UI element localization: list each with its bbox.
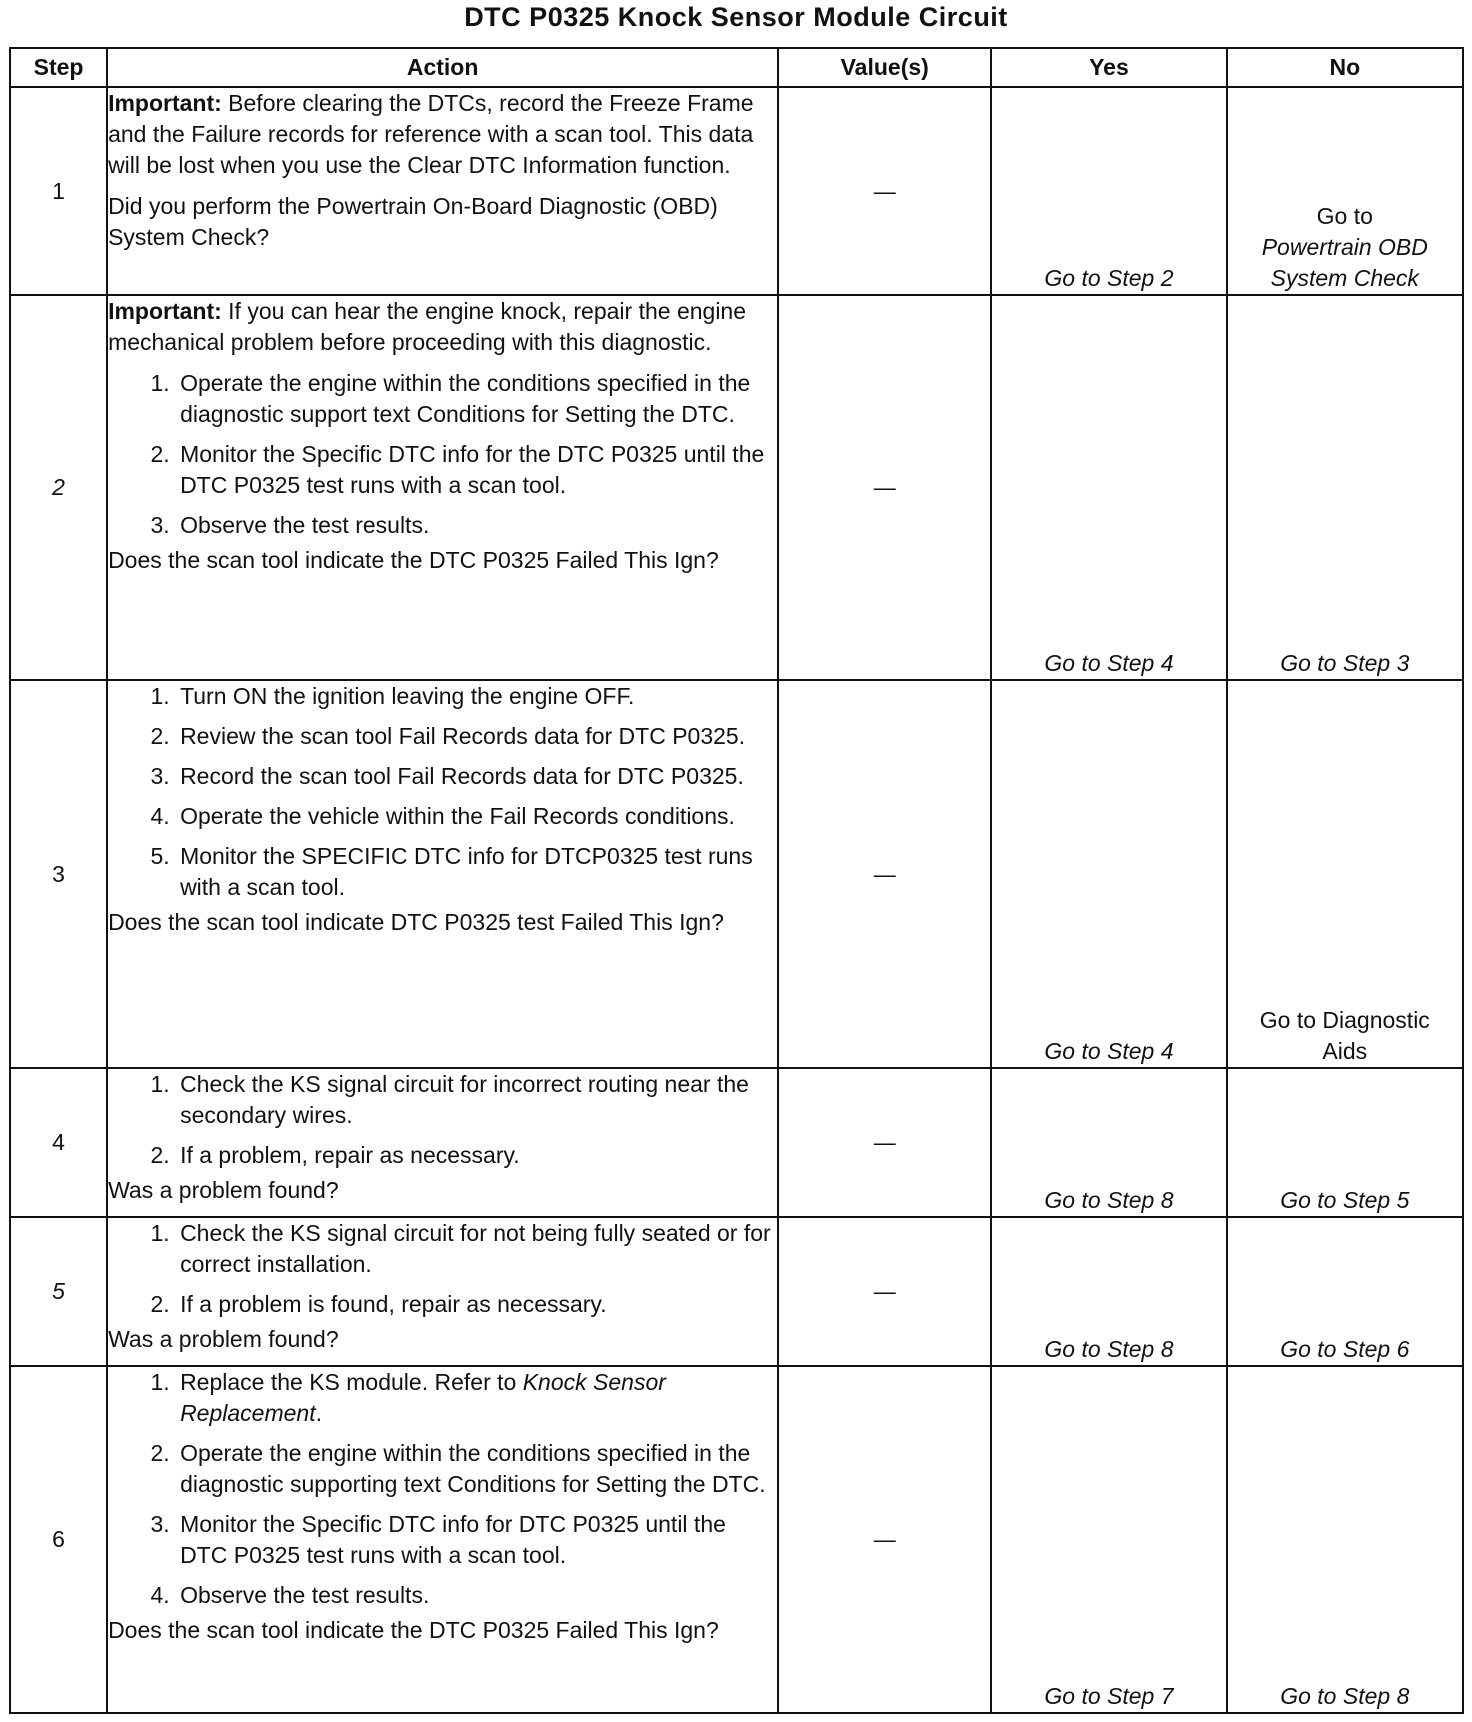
action-question: Did you perform the Powertrain On-Board Diagnostic (OBD) System Check? — [108, 193, 718, 250]
value-cell: — — [778, 1217, 991, 1366]
knock-sensor-replacement-link[interactable]: Knock Sensor Replacement — [180, 1369, 666, 1426]
value-cell: — — [778, 1068, 991, 1217]
step-number: 4 — [10, 1068, 107, 1217]
action-step: 3. Observe the test results. — [176, 510, 777, 541]
action-step: 1. Turn ON the ignition leaving the engine OFF. — [176, 681, 777, 712]
action-question: Was a problem found? — [108, 1177, 339, 1203]
no-cell[interactable] — [1227, 1217, 1463, 1366]
yes-goto-link[interactable]: Go to Step 8 — [1044, 1187, 1174, 1213]
no-cell[interactable] — [1227, 295, 1463, 680]
step-number: 1 — [10, 87, 107, 295]
no-goto-link[interactable]: Go to Step 8 — [1280, 1683, 1410, 1709]
yes-goto-link[interactable]: Go to Step 8 — [1044, 1336, 1174, 1362]
action-cell — [107, 1366, 778, 1713]
no-goto-link[interactable]: Go to Step 6 — [1280, 1336, 1410, 1362]
action-step: 3. Monitor the Specific DTC info for DTC P0325 until the DTC P0325 test runs with a scan tool. — [176, 1509, 777, 1571]
value-cell: — — [778, 1366, 991, 1713]
action-steps — [108, 1367, 777, 1611]
diagnostic-table — [9, 47, 1464, 1714]
action-step: 1. Check the KS signal circuit for incorrect routing near the secondary wires. — [176, 1069, 777, 1131]
action-cell — [107, 295, 778, 680]
important-note — [108, 88, 777, 181]
action-question: Does the scan tool indicate DTC P0325 test Failed This Ign? — [108, 909, 724, 935]
yes-cell[interactable] — [991, 1366, 1226, 1713]
yes-cell[interactable] — [991, 680, 1226, 1068]
action-step-text: . — [315, 1400, 322, 1426]
table-row — [10, 680, 1463, 1068]
step-number: 2 — [10, 295, 107, 680]
table-row — [10, 1217, 1463, 1366]
page-title: DTC P0325 Knock Sensor Module Circuit — [464, 2, 1008, 32]
no-goto-prefix: Go to — [1316, 203, 1373, 229]
value-cell: — — [778, 680, 991, 1068]
yes-goto-link[interactable]: Go to Step 7 — [1044, 1683, 1174, 1709]
table-row — [10, 87, 1463, 295]
yes-goto-link[interactable]: Go to Step 2 — [1044, 265, 1174, 291]
action-question: Does the scan tool indicate the DTC P0325 Failed This Ign? — [108, 1617, 719, 1643]
action-steps — [108, 1069, 777, 1171]
header-action: Action — [107, 48, 778, 87]
action-step: 4. Operate the vehicle within the Fail Records conditions. — [176, 801, 777, 832]
no-goto-link[interactable]: Powertrain OBD System Check — [1261, 234, 1428, 291]
action-steps — [108, 1218, 777, 1320]
action-cell — [107, 87, 778, 295]
no-cell[interactable] — [1227, 1068, 1463, 1217]
table-header-row — [10, 48, 1463, 87]
step-number: 5 — [10, 1217, 107, 1366]
important-text: Before clearing the DTCs, record the Freeze Frame and the Failure records for reference with a scan tool. This data will be lost when you use the Clear DTC Information function. — [108, 90, 754, 178]
action-step: 2. Monitor the Specific DTC info for the DTC P0325 until the DTC P0325 test runs with a scan tool. — [176, 439, 777, 501]
action-step: 1. Operate the engine within the conditions specified in the diagnostic support text Conditions for Setting the DTC. — [176, 368, 777, 430]
yes-goto-link[interactable]: Go to Step 4 — [1044, 650, 1174, 676]
action-question: Was a problem found? — [108, 1326, 339, 1352]
yes-cell[interactable] — [991, 1068, 1226, 1217]
step-number: 3 — [10, 680, 107, 1068]
yes-cell[interactable] — [991, 295, 1226, 680]
action-cell — [107, 1068, 778, 1217]
yes-goto-link[interactable]: Go to Step 4 — [1044, 1038, 1174, 1064]
action-step: 2. If a problem is found, repair as necessary. — [176, 1289, 777, 1320]
yes-cell[interactable] — [991, 87, 1226, 295]
action-cell — [107, 1217, 778, 1366]
header-values: Value(s) — [778, 48, 991, 87]
important-text: If you can hear the engine knock, repair the engine mechanical problem before proceeding with this diagnostic. — [108, 298, 747, 355]
action-step: 4. Observe the test results. — [176, 1580, 777, 1611]
table-row — [10, 1068, 1463, 1217]
value-cell: — — [778, 87, 991, 295]
value-cell: — — [778, 295, 991, 680]
action-step-text: Replace the KS module. Refer to — [180, 1369, 523, 1395]
no-cell[interactable] — [1227, 1366, 1463, 1713]
no-goto-link[interactable]: Go to Diagnostic Aids — [1259, 1007, 1430, 1064]
action-step: 1. Check the KS signal circuit for not being fully seated or for correct installation. — [176, 1218, 777, 1280]
action-step: 2. Operate the engine within the conditions specified in the diagnostic supporting text Conditions for Setting the DTC. — [176, 1438, 777, 1500]
yes-cell[interactable] — [991, 1217, 1226, 1366]
action-step: 2. Review the scan tool Fail Records data for DTC P0325. — [176, 721, 777, 752]
action-step — [176, 1367, 777, 1429]
action-steps — [108, 681, 777, 903]
table-row — [10, 295, 1463, 680]
important-note — [108, 296, 777, 358]
action-step: 3. Record the scan tool Fail Records data for DTC P0325. — [176, 761, 777, 792]
important-label: Important: — [108, 90, 222, 116]
no-goto-link[interactable]: Go to Step 5 — [1280, 1187, 1410, 1213]
action-steps — [108, 368, 777, 541]
step-number: 6 — [10, 1366, 107, 1713]
action-step: 5. Monitor the SPECIFIC DTC info for DTCP0325 test runs with a scan tool. — [176, 841, 777, 903]
no-cell[interactable] — [1227, 87, 1463, 295]
header-no: No — [1227, 48, 1463, 87]
action-step: 2. If a problem, repair as necessary. — [176, 1140, 777, 1171]
table-row — [10, 1366, 1463, 1713]
no-goto-link[interactable]: Go to Step 3 — [1280, 650, 1410, 676]
important-label: Important: — [108, 298, 222, 324]
header-step: Step — [10, 48, 107, 87]
no-cell[interactable] — [1227, 680, 1463, 1068]
action-question: Does the scan tool indicate the DTC P0325 Failed This Ign? — [108, 547, 719, 573]
action-cell — [107, 680, 778, 1068]
header-yes: Yes — [991, 48, 1226, 87]
